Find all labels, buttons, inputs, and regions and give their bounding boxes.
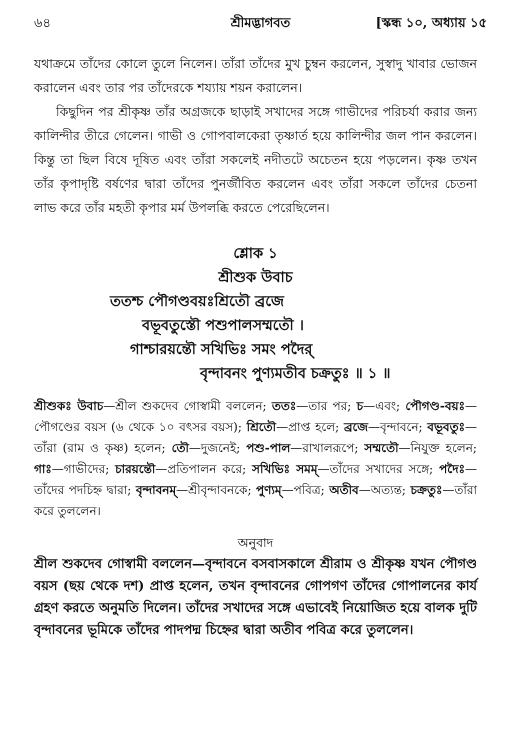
word-for-word-synonyms: শ্রীশুকঃ উবাচ—শ্রীল শুকদেব গোস্বামী বললেন; ততঃ—তার পর; চ—এবং; পৌগণ্ড-বয়ঃ—পৌগণ্ডের বয়স (৬ থেকে ১০ বৎসর বয়স); শ্রিতৌ—প্রাপ্ত হলে; ব্রজে—বৃন্দাবনে; বভূবতুঃ—তাঁরা (রাম ও কৃষ্ণ) হলেন; তৌ—দুজনেই; পশু-পাল—রাখালরূপে; সম্মতৌ—নিযুক্ত হলেন; গাঃ—গাভীদের; চারয়ন্তৌ—প্রতিপালন করে; সখিভিঃ সমম্—তাঁদের সখাদের সঙ্গে; পদৈঃ—তাঁদের পদচিহ্ন দ্বারা; বৃন্দাবনম্—শ্রীবৃন্দাবনকে; পুণ্যম্—পবিত্র; অতীব—অত্যন্ত; চক্রতুঃ—তাঁরা করে তুললেন। — [34, 399, 477, 518]
synonym-meaning: শ্রীল শুকদেব গোস্বামী বললেন; — [115, 399, 267, 413]
translation-title: অনুবাদ — [237, 535, 274, 550]
intro-paragraph-continued: যথাক্রমে তাঁদের কোলে তুলে নিলেন। তাঁরা তাঁদের মুখ চুম্বন করলেন, সুস্বাদু খাবার ভোজন করালেন এবং তার পর তাঁদেরকে শয্যায় শয়ন করালেন। — [34, 56, 477, 95]
synonym-word: চারয়ন্তৌ — [115, 462, 156, 476]
synonym-word: বৃন্দাবনম্ — [135, 483, 177, 497]
synonym-word: পৌগণ্ড-বয়ঃ — [405, 399, 465, 413]
sloka-line-2: বভূবতুস্তৌ পশুপালসম্মতৌ । — [142, 317, 304, 334]
synonym-word: ব্রজে — [343, 420, 369, 434]
synonym-word: শ্রীশুকঃ উবাচ — [34, 399, 104, 413]
synonym-meaning: তাঁরা করে তুললেন। — [34, 483, 477, 518]
synonym-meaning: তাঁদের পদচিহ্ন দ্বারা; — [34, 483, 132, 497]
synonym-meaning: তাঁরা (রাম ও কৃষ্ণ) হলেন; — [34, 441, 166, 455]
synonym-meaning: নিযুক্ত হলেন; — [410, 441, 477, 455]
synonym-word: সম্মতৌ — [364, 441, 399, 455]
running-header — [34, 14, 487, 34]
synonym-meaning: পবিত্র; — [293, 483, 325, 497]
synonym-meaning: রাখালরূপে; — [302, 441, 359, 455]
page-number: ৬৪ — [34, 16, 51, 31]
sloka-line-1: ততশ্চ পৌগণ্ডবয়ঃশ্রিতৌ ব্রজে — [110, 293, 285, 310]
synonym-meaning: পৌগণ্ডের বয়স (৬ থেকে ১০ বৎসর বয়স); — [34, 420, 242, 434]
synonym-word: অতীব — [329, 483, 359, 497]
synonym-meaning: অত্যন্ত; — [370, 483, 406, 497]
synonym-meaning: বৃন্দাবনে; — [380, 420, 423, 434]
synonym-word: সখিভিঃ সমম্ — [252, 462, 318, 476]
synonym-meaning: শ্রীবৃন্দাবনকে; — [188, 483, 252, 497]
synonym-word: বভূবতুঃ — [427, 420, 465, 434]
translation-text: শ্রীল শুকদেব গোস্বামী বললেন—বৃন্দাবনে বসবাসকালে শ্রীরাম ও শ্রীকৃষ্ণ যখন পৌগণ্ড বয়স (ছয় থেকে দশ) প্রাপ্ত হলেন, তখন বৃন্দাবনের গোপগণ তাঁদের গোপালনের কার্য গ্রহণ করতে অনুমতি দিলেন। তাঁদের সখাদের সঙ্গে এভাবেই নিয়োজিত হয়ে বালক দুটি বৃন্দাবনের ভূমিকে তাঁদের পাদপদ্ম চিহ্নের দ্বারা অতীব পবিত্র করে তুললেন। — [34, 557, 477, 638]
book-title: শ্রীমদ্ভাগবত — [230, 16, 291, 31]
chapter-reference: [স্কন্ধ ১০, অধ্যায় ১৫ — [375, 16, 487, 31]
page-body — [34, 52, 477, 642]
sloka-line-4: বৃন্দাবনং পুণ্যমতীব চক্রতুঃ ॥ ১ ॥ — [200, 365, 391, 382]
synonym-word: তৌ — [171, 441, 189, 455]
sloka-speaker: শ্রীশুক উবাচ — [218, 269, 293, 286]
synonym-meaning: গাভীদের; — [63, 462, 110, 476]
synonym-meaning: তাঁদের সখাদের সঙ্গে; — [329, 462, 434, 476]
synonym-word: গাঃ — [34, 462, 52, 476]
synonym-word: চ — [356, 399, 364, 413]
synonym-word: ততঃ — [271, 399, 297, 413]
synonym-word: পশু-পাল — [246, 441, 291, 455]
synonym-meaning: প্রাপ্ত হলে; — [288, 420, 340, 434]
synonym-word: চক্রতুঃ — [410, 483, 443, 497]
synonym-meaning: এবং; — [375, 399, 401, 413]
sloka-line-3: গাশ্চারয়ন্তৌ সখিভিঃ সমং পদৈর্ — [130, 341, 313, 358]
synonym-word: পুণ্যম্ — [256, 483, 282, 497]
synonym-word: শ্রিতৌ — [246, 420, 277, 434]
intro-paragraph: কিছুদিন পর শ্রীকৃষ্ণ তাঁর অগ্রজকে ছাড়াই সখাদের সঙ্গে গাভীদের পরিচর্যা করার জন্য কালিন্দীর তীরে গেলেন। গাভী ও গোপবালকেরা তৃষ্ণার্ত হয়ে কালিন্দীর জল পান করলেন। কিন্তু তা ছিল বিষে দূষিত এবং তাঁরা সকলেই নদীতটে অচেতন হয়ে পড়লেন। কৃষ্ণ তখন তাঁর কৃপাদৃষ্টি বর্ষণের দ্বারা তাঁদের পুনর্জীবিত করলেন এবং তাঁরা সকলে তাঁদের চেতনা লাভ করে তাঁর মহতী কৃপার মর্ম উপলব্ধি করতে পেরেছিলেন। — [34, 104, 477, 215]
sloka-title: শ্লোক ১ — [233, 245, 278, 262]
synonym-meaning: দুজনেই; — [200, 441, 241, 455]
sloka-block — [34, 242, 477, 386]
synonym-meaning: প্রতিপালন করে; — [167, 462, 247, 476]
synonym-meaning: তার পর; — [308, 399, 352, 413]
synonym-word: পদৈঃ — [439, 462, 465, 476]
